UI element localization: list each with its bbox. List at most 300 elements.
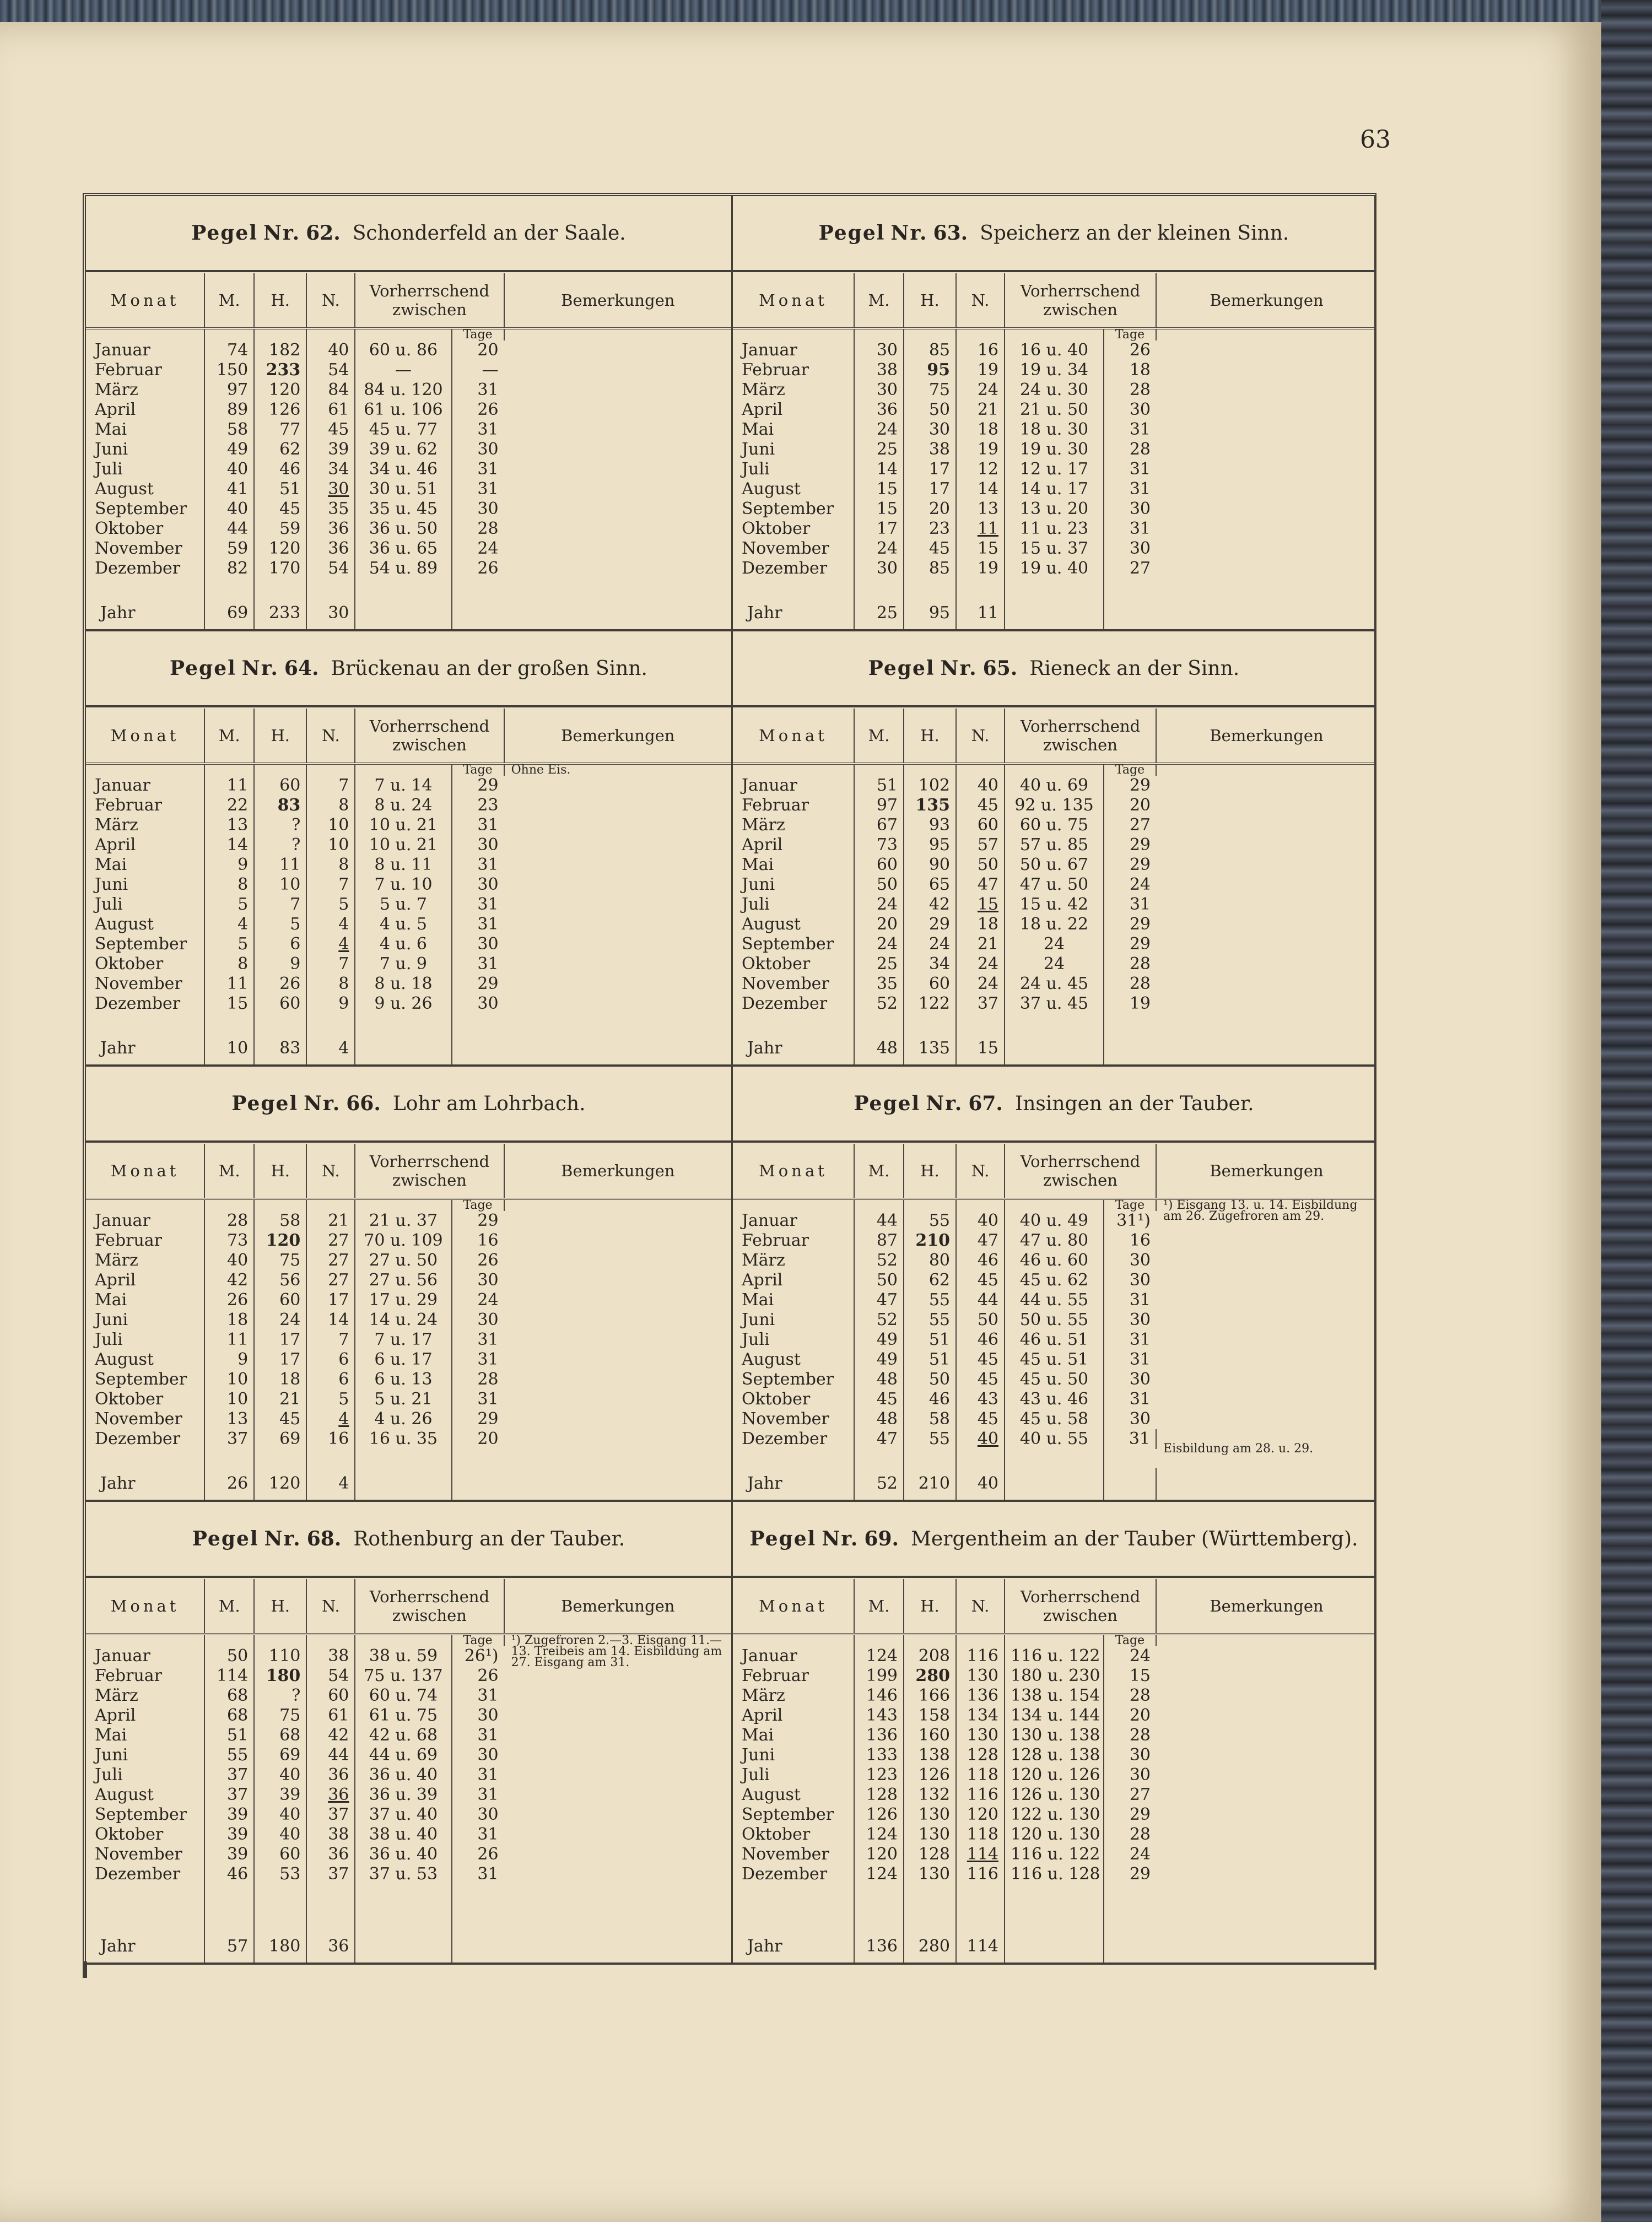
empty-cell: [1005, 328, 1104, 340]
low-value: 27: [306, 1271, 355, 1290]
month-name: Mai: [86, 855, 204, 875]
month-name: Mai: [86, 1290, 204, 1310]
month-name: Januar: [733, 1211, 854, 1231]
high-value: 45: [904, 539, 956, 559]
days-count: 31: [1129, 1330, 1151, 1349]
year-low: 4: [306, 1468, 355, 1500]
days-count: 29: [1129, 855, 1151, 874]
mean-value: 30: [854, 340, 904, 360]
mean-value: 87: [854, 1231, 904, 1251]
mean-value: 20: [854, 915, 904, 934]
days-count: 31: [1129, 1290, 1151, 1310]
days-count: 30: [1129, 539, 1151, 558]
high-value: 30: [904, 420, 956, 440]
year-label: Jahr: [86, 1468, 204, 1500]
empty-cell: [956, 764, 1005, 776]
month-name: September: [86, 499, 204, 519]
mean-value: 26: [204, 1290, 254, 1310]
month-name: Februar: [86, 360, 204, 380]
days-count: 26: [477, 1666, 499, 1685]
high-value: 24: [904, 934, 956, 954]
header-row: [733, 709, 1376, 764]
month-name: Juni: [86, 1310, 204, 1330]
station-name: Insingen an der Tauber.: [1014, 1092, 1254, 1115]
month-name: April: [86, 1706, 204, 1726]
low-value: 5: [306, 895, 355, 915]
pegel-number: 66.: [346, 1092, 381, 1115]
prevailing-range: 180 u. 230: [1005, 1666, 1104, 1686]
empty-cell: [1005, 764, 1104, 776]
month-name: August: [733, 915, 854, 934]
days-count: 28: [1129, 974, 1151, 993]
high-value: 39: [254, 1785, 306, 1805]
col-header-h: H.: [904, 273, 956, 328]
low-value: 38: [306, 1646, 355, 1666]
header-row: [733, 1144, 1376, 1199]
month-name: August: [733, 479, 854, 499]
prevailing-range: 45 u. 62: [1005, 1271, 1104, 1290]
mean-value: 24: [854, 934, 904, 954]
high-value: 51: [254, 479, 306, 499]
mean-value: 124: [854, 1825, 904, 1845]
panel-title: [86, 196, 731, 272]
days-count: 31: [1129, 1350, 1151, 1369]
low-value: 39: [306, 440, 355, 459]
prevailing-range: 8 u. 18: [355, 974, 451, 994]
low-value: 136: [956, 1686, 1005, 1706]
mean-value: 14: [854, 459, 904, 479]
nr-label: Nr.: [241, 657, 279, 680]
high-value: ?: [254, 835, 306, 855]
month-name: Juli: [733, 1765, 854, 1785]
empty-cell: [204, 1014, 254, 1032]
empty-cell: [86, 1199, 204, 1211]
mean-value: 55: [204, 1745, 254, 1765]
mean-value: 49: [204, 440, 254, 459]
prevailing-range: 44 u. 69: [355, 1745, 451, 1765]
year-low: 36: [306, 1931, 355, 1963]
month-name: März: [86, 1251, 204, 1271]
col-header-n: N.: [956, 273, 1005, 328]
low-value: 54: [306, 559, 355, 579]
month-name: April: [86, 1271, 204, 1290]
low-value: 45: [956, 1350, 1005, 1370]
mean-value: 128: [854, 1785, 904, 1805]
empty-cell: [1156, 1468, 1376, 1500]
low-value: 116: [956, 1646, 1005, 1666]
mean-value: 10: [204, 1370, 254, 1390]
empty-cell: [733, 328, 854, 340]
month-name: Mai: [733, 420, 854, 440]
days-count: 30: [477, 875, 499, 894]
mean-value: 8: [204, 954, 254, 974]
low-value: 60: [306, 1686, 355, 1706]
high-value: 17: [254, 1350, 306, 1370]
month-name: Januar: [86, 1646, 204, 1666]
col-header-bemerkungen: Bemerkungen: [504, 709, 731, 764]
month-name: August: [733, 1350, 854, 1370]
month-name: Oktober: [733, 1825, 854, 1845]
remark-dezember: Eisbildung am 28. u. 29.: [1163, 1441, 1314, 1456]
frame-bottom-mark: [83, 1961, 87, 1978]
high-value: 55: [904, 1290, 956, 1310]
col-header-vorherrschend: Vorherrschend zwischen: [355, 273, 504, 328]
col-header-n: N.: [956, 1579, 1005, 1634]
low-value: 8: [306, 796, 355, 815]
year-row: [733, 597, 1376, 629]
empty-cell: [854, 579, 904, 597]
panel-title: [733, 1502, 1375, 1578]
col-header-m: M.: [854, 1579, 904, 1634]
mean-value: 24: [854, 895, 904, 915]
days-count: 28: [1129, 440, 1151, 459]
month-name: Februar: [86, 1666, 204, 1686]
month-name: September: [733, 1805, 854, 1825]
low-value: 36: [306, 1845, 355, 1864]
month-name: Juli: [86, 459, 204, 479]
panel-title: [86, 631, 731, 707]
empty-cell: [1005, 1884, 1104, 1931]
low-value: 19: [956, 440, 1005, 459]
empty-cell: [355, 1449, 451, 1468]
days-count: 28: [1129, 1686, 1151, 1705]
month-name: Februar: [733, 796, 854, 815]
low-value: 27: [306, 1231, 355, 1251]
prevailing-range: 138 u. 154: [1005, 1686, 1104, 1706]
days-count: 26: [477, 400, 499, 419]
gauge-table: [86, 709, 731, 1064]
prevailing-range: 126 u. 130: [1005, 1785, 1104, 1805]
empty-cell: [854, 1449, 904, 1468]
days-count: 29: [1129, 1805, 1151, 1824]
mean-value: 44: [854, 1211, 904, 1231]
days-count: 24: [1129, 1646, 1151, 1666]
days-count: 20: [477, 1429, 499, 1448]
month-name: Mai: [733, 1726, 854, 1745]
month-name: Dezember: [86, 559, 204, 579]
year-mean: 10: [204, 1032, 254, 1064]
high-value: 280: [904, 1666, 956, 1686]
header-row: [733, 273, 1376, 328]
col-header-m: M.: [854, 709, 904, 764]
high-value: 46: [904, 1390, 956, 1409]
days-count: 24: [1129, 1845, 1151, 1864]
mean-value: 4: [204, 915, 254, 934]
empty-cell: [733, 764, 854, 776]
month-name: Oktober: [86, 519, 204, 539]
mean-value: 124: [854, 1646, 904, 1666]
high-value: ?: [254, 1686, 306, 1706]
high-value: 132: [904, 1785, 956, 1805]
prevailing-range: 12 u. 17: [1005, 459, 1104, 479]
mean-value: 30: [854, 380, 904, 400]
mean-value: 73: [204, 1231, 254, 1251]
pegel-label: Pegel: [749, 1527, 817, 1550]
empty-cell: [1104, 1449, 1156, 1468]
mean-value: 38: [854, 360, 904, 380]
mean-value: 11: [204, 776, 254, 796]
month-name: November: [86, 539, 204, 559]
days-count: 31: [477, 420, 499, 439]
low-value: 60: [956, 815, 1005, 835]
station-name: Schonderfeld an der Saale.: [352, 221, 626, 245]
month-name: Oktober: [733, 519, 854, 539]
mean-value: 89: [204, 400, 254, 420]
pegel-number: 64.: [284, 657, 319, 680]
prevailing-range: 6 u. 17: [355, 1350, 451, 1370]
prevailing-range: 21 u. 50: [1005, 400, 1104, 420]
low-value: 40: [956, 776, 1005, 796]
mean-value: 48: [854, 1370, 904, 1390]
mean-value: 52: [854, 994, 904, 1014]
low-value: 7: [306, 776, 355, 796]
prevailing-range: 134 u. 144: [1005, 1706, 1104, 1726]
low-value: 14: [306, 1310, 355, 1330]
tage-row: [86, 328, 731, 340]
high-value: 68: [254, 1726, 306, 1745]
low-value: 45: [956, 1370, 1005, 1390]
month-name: November: [86, 1409, 204, 1429]
prevailing-range: 42 u. 68: [355, 1726, 451, 1745]
month-name: Juni: [733, 1745, 854, 1765]
month-name: September: [86, 1805, 204, 1825]
prevailing-range: 38 u. 40: [355, 1825, 451, 1845]
high-value: 69: [254, 1745, 306, 1765]
spacer-row: [733, 579, 1376, 597]
empty-cell: [1005, 1634, 1104, 1646]
low-value: 134: [956, 1706, 1005, 1726]
month-name: Dezember: [86, 1429, 204, 1449]
year-mean: 69: [204, 597, 254, 629]
empty-cell: [452, 1014, 504, 1032]
high-value: 95: [904, 360, 956, 380]
days-count: 30: [477, 1310, 499, 1329]
year-label: Jahr: [733, 597, 854, 629]
empty-cell: [1104, 597, 1156, 629]
empty-cell: [956, 1199, 1005, 1211]
empty-cell: [904, 1634, 956, 1646]
days-count: 30: [477, 499, 499, 518]
days-count: 28: [477, 1370, 499, 1389]
days-count: 23: [477, 796, 499, 815]
high-value: 69: [254, 1429, 306, 1449]
col-header-monat: Monat: [86, 709, 204, 764]
empty-cell: [452, 1931, 504, 1963]
remarks: Ohne Eis.: [511, 763, 571, 777]
mean-value: 47: [854, 1429, 904, 1449]
pegel-number: 67.: [968, 1092, 1003, 1115]
year-row: [86, 1931, 731, 1963]
empty-cell: [452, 1449, 504, 1468]
spacer-row: [86, 1014, 731, 1032]
empty-cell: [204, 579, 254, 597]
low-value: 16: [306, 1429, 355, 1449]
prevailing-range: 36 u. 39: [355, 1785, 451, 1805]
low-value: 15: [956, 539, 1005, 559]
mean-value: 18: [204, 1310, 254, 1330]
prevailing-range: 37 u. 53: [355, 1864, 451, 1884]
days-count: 29: [1129, 835, 1151, 855]
high-value: 128: [904, 1845, 956, 1864]
mean-value: 123: [854, 1765, 904, 1785]
low-value: 18: [956, 420, 1005, 440]
mean-value: 41: [204, 479, 254, 499]
gauge-table: [733, 273, 1376, 629]
empty-cell: [1005, 1449, 1104, 1468]
col-header-bemerkungen: Bemerkungen: [1156, 1144, 1376, 1199]
gauge-table: [86, 1579, 731, 1963]
high-value: 51: [904, 1330, 956, 1350]
empty-cell: [1005, 1014, 1104, 1032]
prevailing-range: 24: [1005, 954, 1104, 974]
month-name: März: [86, 1686, 204, 1706]
col-header-bemerkungen: Bemerkungen: [504, 273, 731, 328]
remarks: [504, 328, 731, 579]
mean-value: 15: [854, 479, 904, 499]
mean-value: 120: [854, 1845, 904, 1864]
prevailing-range: 38 u. 59: [355, 1646, 451, 1666]
low-value: 18: [956, 915, 1005, 934]
low-value: 36: [306, 539, 355, 559]
panel-title: [733, 196, 1375, 272]
month-name: Juni: [733, 440, 854, 459]
days-count: 31: [477, 1785, 499, 1804]
low-value: 120: [956, 1805, 1005, 1825]
high-value: 55: [904, 1310, 956, 1330]
mean-value: 51: [854, 776, 904, 796]
low-value: 7: [306, 1330, 355, 1350]
low-value: 36: [306, 1785, 355, 1805]
days-count: 30: [1129, 1765, 1151, 1785]
high-value: 126: [904, 1765, 956, 1785]
empty-cell: [86, 764, 204, 776]
low-value: 24: [956, 954, 1005, 974]
station-name: Lohr am Lohrbach.: [392, 1092, 586, 1115]
low-value: 4: [306, 934, 355, 954]
col-header-n: N.: [306, 1144, 355, 1199]
mean-value: 74: [204, 340, 254, 360]
low-value: 10: [306, 835, 355, 855]
low-value: 7: [306, 954, 355, 974]
col-header-vorherrschend: Vorherrschend zwischen: [355, 1579, 504, 1634]
low-value: 46: [956, 1330, 1005, 1350]
low-value: 44: [956, 1290, 1005, 1310]
gauge-table: [733, 1144, 1376, 1500]
pegel-number: 62.: [306, 221, 341, 245]
pegel-number: 65.: [982, 657, 1018, 680]
mean-value: 44: [204, 519, 254, 539]
panel-title: [86, 1502, 731, 1578]
low-value: 4: [306, 915, 355, 934]
empty-cell: [254, 328, 306, 340]
mean-value: 22: [204, 796, 254, 815]
days-count: 31: [477, 1686, 499, 1705]
days-count: 31: [477, 459, 499, 479]
high-value: 7: [254, 895, 306, 915]
empty-cell: [733, 1014, 854, 1032]
empty-cell: [86, 1449, 204, 1468]
month-name: März: [733, 1251, 854, 1271]
empty-cell: [86, 1884, 204, 1931]
mean-value: 50: [854, 1271, 904, 1290]
tage-label: Tage: [452, 1634, 504, 1646]
high-value: 24: [254, 1310, 306, 1330]
high-value: 130: [904, 1825, 956, 1845]
low-value: 45: [306, 420, 355, 440]
high-value: 60: [254, 1845, 306, 1864]
days-count: 31: [1129, 459, 1151, 479]
low-value: 10: [306, 815, 355, 835]
high-value: 53: [254, 1864, 306, 1884]
prevailing-range: 10 u. 21: [355, 835, 451, 855]
empty-cell: [904, 1014, 956, 1032]
remarks: [504, 1199, 731, 1449]
prevailing-range: 19 u. 30: [1005, 440, 1104, 459]
empty-cell: [254, 1449, 306, 1468]
prevailing-range: 6 u. 13: [355, 1370, 451, 1390]
col-header-bemerkungen: Bemerkungen: [1156, 709, 1376, 764]
empty-cell: [204, 764, 254, 776]
mean-value: 17: [854, 519, 904, 539]
header-row: [86, 1579, 731, 1634]
days-count: 30: [1129, 499, 1151, 518]
prevailing-range: 36 u. 50: [355, 519, 451, 539]
month-name: März: [733, 1686, 854, 1706]
remarks: ¹) Eisgang 13. u. 14. Eisbildung am 26. Zugefroren am 29.: [1163, 1198, 1358, 1223]
col-header-vorherrschend: Vorherrschend zwischen: [1005, 1144, 1156, 1199]
high-value: 233: [254, 360, 306, 380]
low-value: 50: [956, 855, 1005, 875]
high-value: 93: [904, 815, 956, 835]
month-name: Februar: [86, 796, 204, 815]
high-value: 26: [254, 974, 306, 994]
year-high: 210: [904, 1468, 956, 1500]
high-value: 45: [254, 499, 306, 519]
year-high: 83: [254, 1032, 306, 1064]
empty-cell: [904, 1199, 956, 1211]
mean-value: 9: [204, 855, 254, 875]
empty-cell: [254, 579, 306, 597]
month-name: Januar: [733, 1646, 854, 1666]
nr-label: Nr.: [822, 1527, 859, 1550]
station-name: Mergentheim an der Tauber (Württemberg).: [911, 1527, 1358, 1550]
month-name: Juni: [86, 1745, 204, 1765]
mean-value: 199: [854, 1666, 904, 1686]
prevailing-range: 36 u. 65: [355, 539, 451, 559]
tage-label: Tage: [1104, 764, 1156, 776]
tage-row: [733, 764, 1376, 776]
pegel-panel-63: [733, 196, 1376, 631]
mean-value: 35: [854, 974, 904, 994]
col-header-bemerkungen: Bemerkungen: [1156, 1579, 1376, 1634]
mean-value: 5: [204, 895, 254, 915]
low-value: 14: [956, 479, 1005, 499]
year-label: Jahr: [86, 1032, 204, 1064]
empty-cell: [355, 764, 451, 776]
spacer-row: [86, 1449, 731, 1468]
month-name: Juli: [733, 895, 854, 915]
col-header-monat: Monat: [733, 1144, 854, 1199]
empty-cell: [306, 1634, 355, 1646]
year-high: 280: [904, 1931, 956, 1963]
days-count: 29: [477, 1211, 499, 1230]
empty-cell: [306, 1884, 355, 1931]
mean-value: 24: [854, 420, 904, 440]
days-count: 24: [477, 539, 499, 558]
mean-value: 5: [204, 934, 254, 954]
month-name: September: [86, 1370, 204, 1390]
low-value: 37: [956, 994, 1005, 1014]
